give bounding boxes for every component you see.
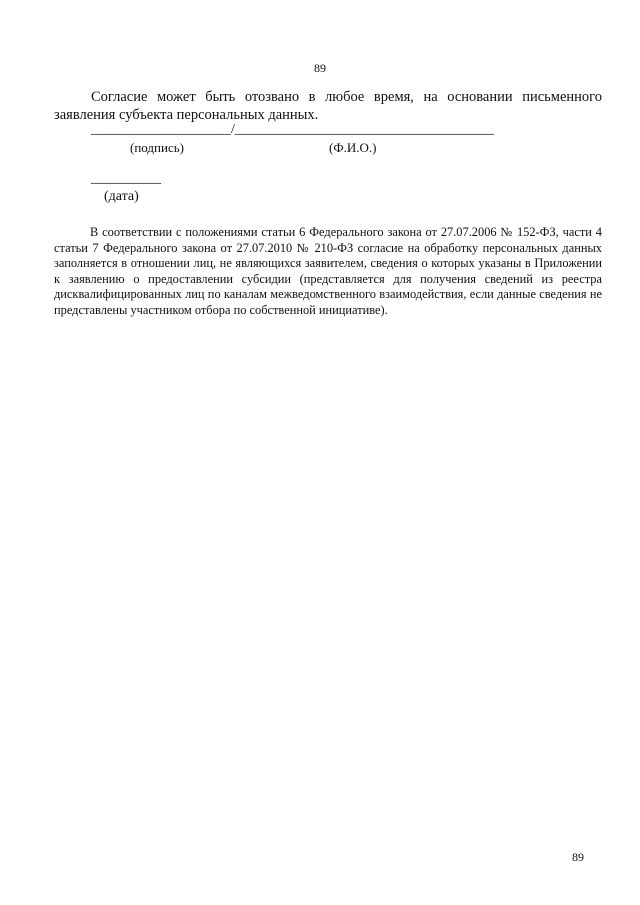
- consent-paragraph: Согласие может быть отозвано в любое время, на основании письменного заявления субъекта персональных данных.: [54, 89, 602, 123]
- page-number-top: 89: [314, 61, 326, 75]
- signature-label: (подпись): [130, 140, 184, 155]
- page-number-bottom: 89: [572, 850, 584, 864]
- notice-paragraph: В соответствии с положениями статьи 6 Федерального закона от 27.07.2006 № 152-ФЗ, части 4 статьи 7 Федерального закона от 27.07.2010 № 210-ФЗ согласие на обработку персональных данных заполняется в отношении лиц, не являющихся заявителем, сведения о которых указаны в Приложении к заявлению о предоставлении субсидии (представляется для получения сведений из реестра дисквалифицированных лиц по каналам межведомственного взаимодействия, если данные сведения не представлены участником отбора по собственной инициативе).: [54, 225, 602, 317]
- date-label: (дата): [104, 189, 139, 204]
- name-label: (Ф.И.О.): [329, 140, 377, 155]
- signature-line: ____________________/_____________________________________: [91, 122, 494, 137]
- date-line: __________: [91, 171, 161, 186]
